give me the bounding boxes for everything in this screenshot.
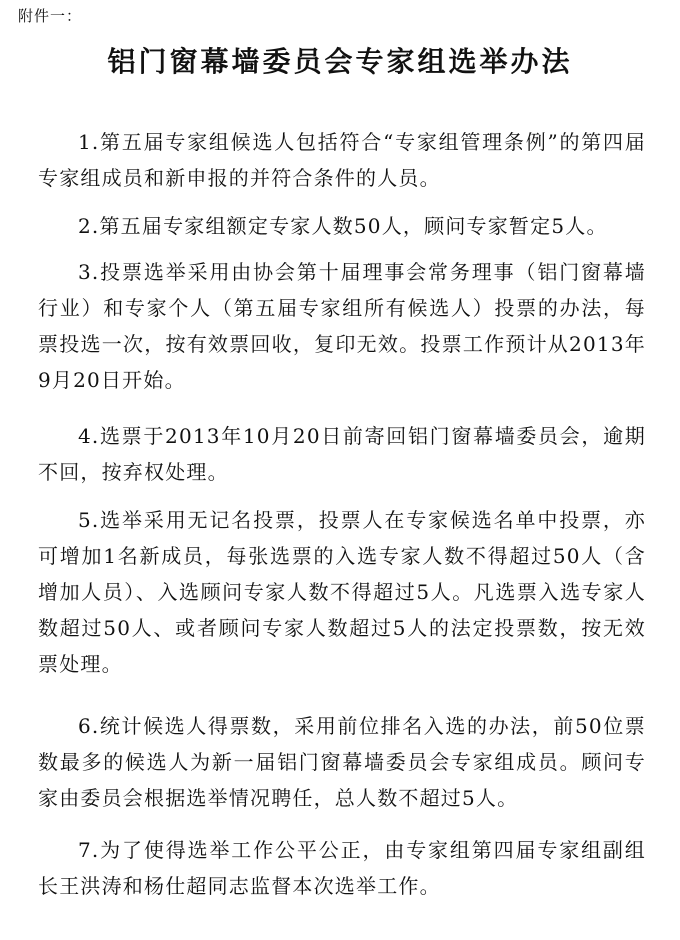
rule-paragraph-1: 1.第五届专家组候选人包括符合“专家组管理条例”的第四届专家组成员和新申报的并符合条件的人员。 — [38, 130, 646, 190]
attachment-label: 附件一： — [18, 7, 83, 25]
document-title: 铝门窗幕墙委员会专家组选举办法 — [107, 45, 573, 78]
rule-paragraph-2: 2.第五届专家组额定专家人数50人，顾问专家暂定5人。 — [78, 214, 608, 238]
rule-paragraph-5: 5.选举采用无记名投票，投票人在专家候选名单中投票，亦可增加1名新成员，每张选票的入选专家人数不得超过50人（含增加人员）、入选顾问专家人数不得超过5人。凡选票入选专家人数超过50人、或者顾问专家人数超过5人的法定投票数，按无效票处理。 — [38, 508, 646, 676]
rule-paragraph-3: 3.投票选举采用由协会第十届理事会常务理事（铝门窗幕墙行业）和专家个人（第五届专家组所有候选人）投票的办法，每票投选一次，按有效票回收，复印无效。投票工作预计从2013年9月20日开始。 — [38, 260, 646, 392]
rule-paragraph-4: 4.选票于2013年10月20日前寄回铝门窗幕墙委员会，逾期不回，按弃权处理。 — [38, 424, 646, 484]
rule-paragraph-7: 7.为了使得选举工作公平公正，由专家组第四届专家组副组长王洪涛和杨仕超同志监督本次选举工作。 — [38, 838, 646, 898]
rule-paragraph-6: 6.统计候选人得票数，采用前位排名入选的办法，前50位票数最多的候选人为新一届铝门窗幕墙委员会专家组成员。顾问专家由委员会根据选举情况聘任，总人数不超过5人。 — [38, 714, 646, 810]
